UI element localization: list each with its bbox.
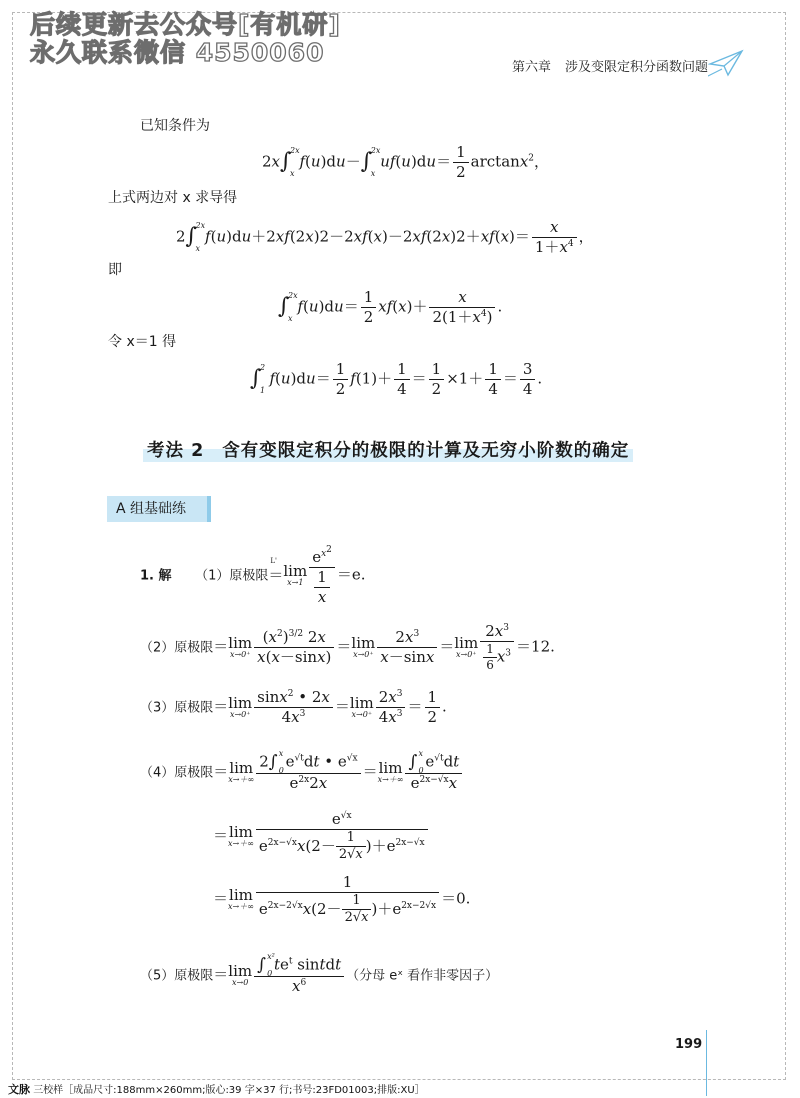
page-number-rule: [706, 1030, 707, 1096]
page-number: 199: [675, 1037, 703, 1052]
section-heading: 含有变限定积分的极限的计算及无穷小阶数的确定: [222, 441, 630, 461]
item-5-label: （5）原极限: [140, 968, 214, 984]
item-1-label: （1）原极限: [195, 568, 269, 584]
equation-3: ∫ 2x x f(u)du＝ $\frac{1}{2}$ xf(x)＋ $\frac{x}{2(1+x^4)}$ .: [278, 288, 503, 326]
item-4-line-2: ＝lim x→＋∞ $e^{√x}$ $e^{2x-√x}x(2-$ $\frac{1}{2√x}$ )$+e^{2x-√x}$: [213, 810, 430, 863]
equation-2: 2∫ 2x x f(u)du＋2xf(2x)2－2xf(x)－2xf(2x)2＋xf(x)＝ $\frac{x}{1+x^4}$ ，: [176, 218, 594, 256]
section-title: [143, 437, 633, 462]
item-3-label: （3）原极限: [140, 700, 214, 716]
ji-text: 即: [108, 262, 122, 278]
item-5: （5）原极限＝lim x→0 ∫ x² 0 $te^t$ sintdt $x^6$ （分母 eˣ 看作非零因子）: [140, 952, 499, 996]
footer-info: 三校样［成品尺寸:188mm×260mm;版心:39 字×37 行;书号:23FD01003;排版:XU］: [33, 1085, 425, 1096]
footer-brand: 文脉: [8, 1083, 30, 1096]
let-x-text: 令 x＝1 得: [108, 334, 177, 350]
derive-text: 上式两边对 x 求导得: [108, 190, 238, 206]
solve-label: 1. 解: [140, 568, 172, 584]
item-2-label: （2）原极限: [140, 640, 214, 656]
chapter-title: 涉及变限定积分函数问题: [564, 60, 708, 75]
chapter-label: 第六章: [511, 60, 551, 75]
equation-1: 2x∫ 2x x f(u)du－∫ 2x x uf(u)du＝ $\frac{1}{2}$ arctanx$^2$，: [262, 143, 550, 181]
watermark-line-1: 后续更新去公众号[有机研]: [30, 10, 341, 39]
running-header: [512, 56, 708, 75]
known-condition-text: 已知条件为: [140, 118, 210, 134]
section-number: 考法 2: [147, 441, 205, 461]
item-4-line-3: ＝lim x→＋∞ 1 $e^{2x-2√x}x(2-$ $\frac{1}{2√x}$ )$+e^{2x-2√x}$ ＝0.: [213, 873, 471, 925]
watermark-line-2: 永久联系微信 4550060: [30, 38, 325, 67]
item-4-line-1: （4）原极限＝lim x→＋∞ 2∫ x 0 $e^{√t}dt$ • $e^{√x}$ $e^{2x}2x$ ＝lim x→＋∞ ∫ x 0 $e^{√t}dt$ $e^{2x-√x}x$: [140, 752, 464, 793]
item-2: （2）原极限＝lim x→0⁺ $\frac{(x^2)^{3/2} 2x}{x(x-\sin x)}$ ＝lim x→0⁺ $\frac{2x^3}{x-\sin x}$ ＝lim x→0⁺ $2x^3$ $\frac{1}{6}$ $x^3$ ＝12.: [140, 622, 555, 672]
paper-plane-icon: [708, 48, 744, 78]
item-5-note: （分母 eˣ 看作非零因子）: [346, 968, 499, 984]
group-a-tag: A 组基础练: [107, 496, 211, 522]
item-4-label: （4）原极限: [140, 765, 214, 781]
equation-4: ∫ 2 1 f(u)du＝ $\frac{1}{2}$ f(1)＋ $\frac{1}{4}$ ＝ $\frac{1}{2}$ ×1＋ $\frac{1}{4}$ ＝ $\frac{3}{4}$ .: [250, 360, 543, 398]
print-footer: [8, 1081, 425, 1097]
item-3: （3）原极限＝lim x→0⁺ $\frac{\sin x^2 • 2x}{4x^3}$ ＝lim x→0⁺ $\frac{2x^3}{4x^3}$ ＝ $\frac{1}{2}$ .: [140, 688, 447, 726]
item-1: 1. 解 （1）原极限＝ L' lim x→1 $\frac{e^{x^2}}{\frac{1}{x}}$ ＝e.: [140, 545, 366, 606]
